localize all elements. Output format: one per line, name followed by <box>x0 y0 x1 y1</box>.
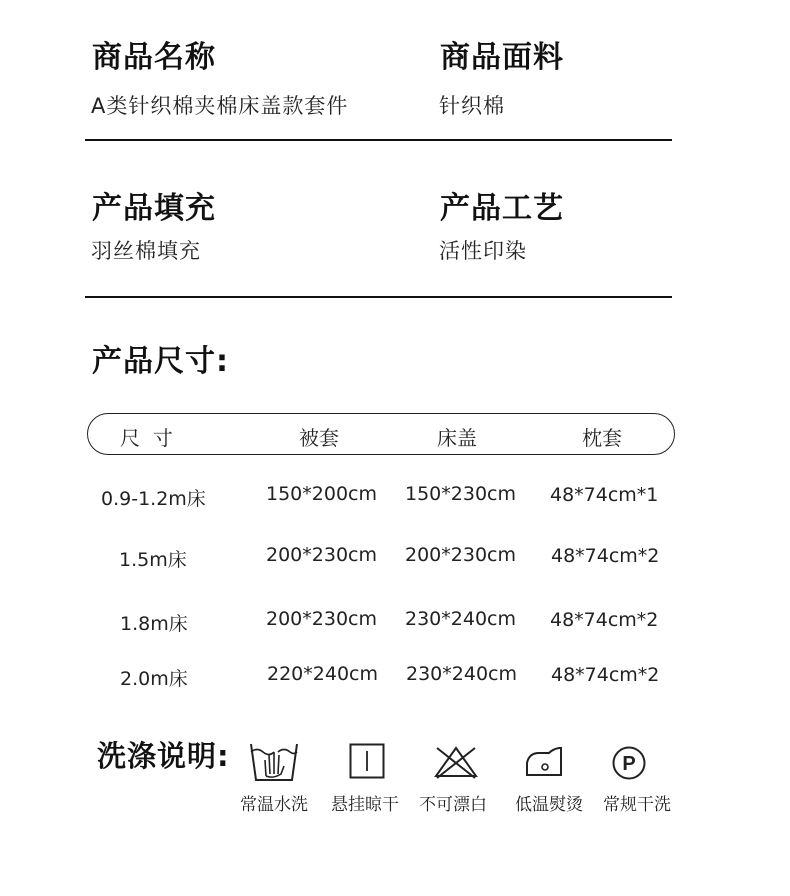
craft-value: 活性印染 <box>439 239 527 263</box>
table-cell: 230*240cm <box>406 663 517 685</box>
care-label: 常温水洗 <box>240 795 308 815</box>
table-cell: 48*74cm*2 <box>550 609 659 631</box>
hand-wash-icon <box>248 738 300 784</box>
product-name-value: A类针织棉夹棉床盖款套件 <box>91 94 349 118</box>
table-cell: 2.0m床 <box>120 668 188 690</box>
table-cell: 220*240cm <box>267 663 378 685</box>
care-label: 低温熨烫 <box>515 795 583 815</box>
table-cell: 150*230cm <box>405 483 516 505</box>
header-pillowcase: 枕套 <box>582 426 622 450</box>
table-cell: 48*74cm*2 <box>551 545 660 567</box>
header-bedspread: 床盖 <box>437 426 477 450</box>
no-bleach-icon <box>433 745 479 779</box>
filling-heading: 产品填充 <box>92 191 216 226</box>
craft-heading: 产品工艺 <box>440 191 564 226</box>
divider <box>85 139 672 141</box>
dry-clean-p-icon <box>611 745 647 781</box>
care-title: 洗涤说明: <box>97 739 230 773</box>
product-name-heading: 商品名称 <box>92 40 216 75</box>
header-size: 尺 寸 <box>120 426 173 450</box>
fabric-value: 针织棉 <box>439 94 505 118</box>
table-cell: 48*74cm*2 <box>551 664 660 686</box>
table-cell: 150*200cm <box>266 483 377 505</box>
filling-value: 羽丝棉填充 <box>91 239 201 263</box>
size-title: 产品尺寸: <box>92 344 229 379</box>
hang-dry-icon <box>349 743 385 779</box>
table-cell: 1.5m床 <box>119 549 187 571</box>
care-label: 不可漂白 <box>419 795 487 815</box>
low-iron-icon <box>525 745 565 779</box>
fabric-heading: 商品面料 <box>440 40 564 75</box>
table-cell: 48*74cm*1 <box>550 484 659 506</box>
divider <box>85 296 672 298</box>
care-label: 悬挂晾干 <box>331 795 399 815</box>
svg-text:P: P <box>622 753 636 775</box>
table-cell: 200*230cm <box>266 608 377 630</box>
table-cell: 200*230cm <box>266 544 377 566</box>
table-cell: 1.8m床 <box>120 613 188 635</box>
header-duvet: 被套 <box>299 426 339 450</box>
care-label: 常规干洗 <box>603 795 671 815</box>
table-cell: 0.9-1.2m床 <box>101 488 206 510</box>
table-cell: 200*230cm <box>405 544 516 566</box>
table-cell: 230*240cm <box>405 608 516 630</box>
